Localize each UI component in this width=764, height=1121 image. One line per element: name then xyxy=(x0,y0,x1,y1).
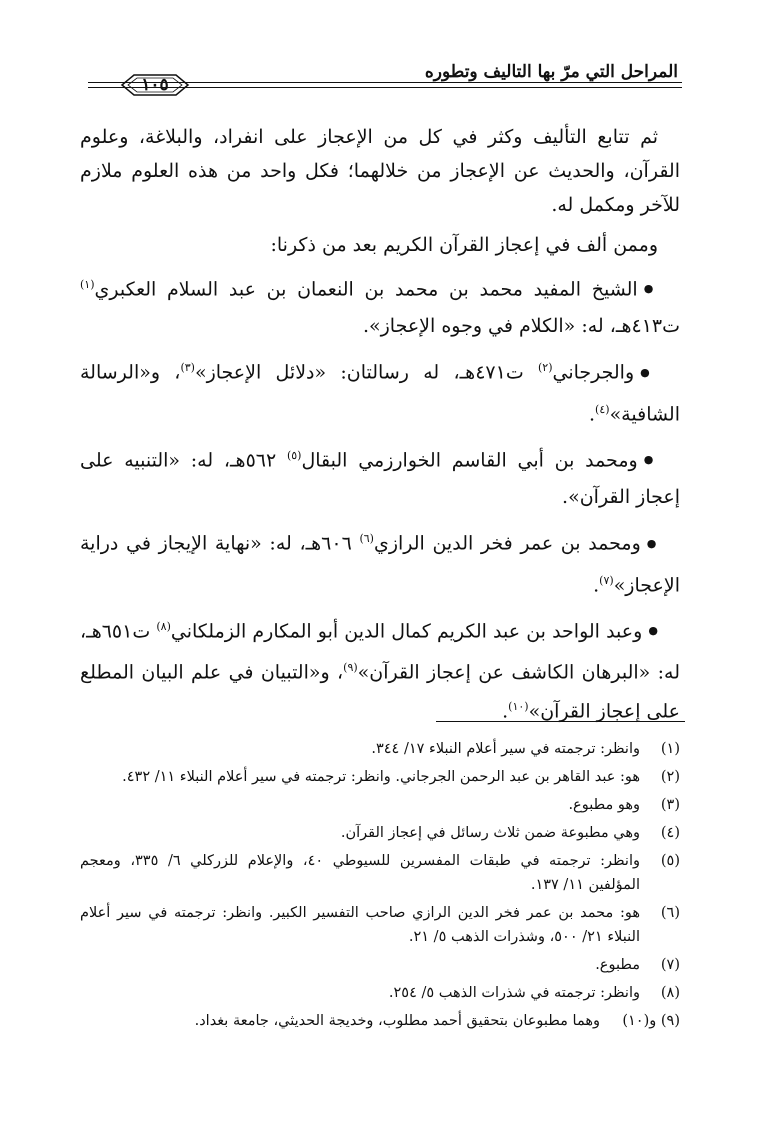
bullet-text: ٥٦٢هـ، له: «التنبيه على إعجاز القرآن». xyxy=(80,449,680,509)
paragraph-list-intro: وممن ألف في إعجاز القرآن الكريم بعد من ذكرنا: xyxy=(270,234,658,256)
footnote-text: وانظر: ترجمته في شذرات الذهب ٥/ ٢٥٤. xyxy=(388,985,640,1001)
footnote xyxy=(80,793,680,817)
footnote-ref: (١٠) xyxy=(508,699,529,713)
bullet-text: ٦٠٦هـ، له: «نهاية الإيجاز في دراية الإعجاز» xyxy=(80,532,680,596)
bullet-text: . xyxy=(593,573,600,596)
bullet-item xyxy=(80,610,680,728)
footnote-ref: (٨) xyxy=(156,619,171,633)
footnote xyxy=(80,953,680,977)
footnote-text: هو: محمد بن عمر فخر الدين الرازي صاحب التفسير الكبير. وانظر: ترجمته في سير أعلام النبلاء ٢١/ ٥٠٠، وشذرات الذهب ٥/ ٢١. xyxy=(80,905,640,945)
footnote-number: (٥) xyxy=(660,853,680,869)
bullet-text: ، و«التبيان في علم البيان المطلع على إعجاز القرآن» xyxy=(80,661,680,722)
footnote-ref: (٤) xyxy=(595,402,610,416)
footnote-number: (٩) و(١٠) xyxy=(622,1013,680,1029)
footnote-number: (٧) xyxy=(660,957,680,973)
footnote-text: وهو مطبوع. xyxy=(568,797,640,813)
footnote xyxy=(80,737,680,761)
bullet-text: . xyxy=(589,402,596,425)
main-text xyxy=(80,120,680,728)
paragraph-intro: ثم تتابع التأليف وكثر في كل من الإعجاز على انفراد، والبلاغة، وعلوم القرآن، والحديث عن الإعجاز من خلالهما؛ فكل واحد من هذه العلوم ملازم للآخر ومكمل له. xyxy=(80,126,680,216)
footnotes xyxy=(80,737,680,1037)
footnote-number: (٣) xyxy=(660,797,680,813)
bullet-text: ت٤٧١هـ، له رسالتان: «دلائل الإعجاز» xyxy=(194,361,538,384)
footnote-ref: (٢) xyxy=(537,361,553,375)
footnote-ref: (٧) xyxy=(599,573,614,587)
footnote-ref: (٥) xyxy=(286,448,302,462)
footnote-text: وهي مطبوعة ضمن ثلاث رسائل في إعجاز القرآن. xyxy=(340,825,640,841)
bullet-text: . xyxy=(502,699,509,722)
footnote xyxy=(80,1009,680,1033)
footnote-ref: (٣) xyxy=(180,361,195,375)
bullet-item xyxy=(80,351,680,431)
footnote xyxy=(80,821,680,845)
footnote-text: وانظر: ترجمته في طبقات المفسرين للسيوطي ٤٠، والإعلام للزركلي ٦/ ٣٣٥، ومعجم المؤلفين ١١/ ١٣٧. xyxy=(80,853,640,893)
footnote xyxy=(80,901,680,949)
footnote-number: (٨) xyxy=(660,985,680,1001)
bullet-text: ت٦٥١هـ، له: «البرهان الكاشف عن إعجاز القرآن» xyxy=(80,620,680,684)
bullet-text: الشيخ المفيد محمد بن محمد بن النعمان بن عبد السلام العكبري xyxy=(94,278,638,301)
bullet-item xyxy=(80,439,680,514)
bullet-text: ومحمد بن أبي القاسم الخوارزمي البقال xyxy=(301,449,638,472)
footnote xyxy=(80,981,680,1005)
footnote-separator xyxy=(436,721,685,722)
page-number-ornament xyxy=(120,72,190,98)
bullet-text: ومحمد بن عمر فخر الدين الرازي xyxy=(373,532,641,555)
bullet-text: وعبد الواحد بن عبد الكريم كمال الدين أبو المكارم الزملكاني xyxy=(170,620,643,643)
footnote-number: (٦) xyxy=(660,905,680,921)
footnote-text: مطبوع. xyxy=(595,957,640,973)
running-header-title: المراحل التي مرّ بها التاليف وتطوره xyxy=(424,62,678,82)
footnote xyxy=(80,849,680,897)
bullet-item xyxy=(80,522,680,602)
footnote-text: هو: عبد القاهر بن عبد الرحمن الجرجاني. وانظر: ترجمته في سير أعلام النبلاء ١١/ ٤٣٢. xyxy=(122,769,640,785)
footnote-number: (٤) xyxy=(660,825,680,841)
footnote-ref: (١) xyxy=(80,278,95,291)
bullet-text: والجرجاني xyxy=(552,361,635,384)
footnote-text: وانظر: ترجمته في سير أعلام النبلاء ١٧/ ٣٤٤. xyxy=(371,741,640,757)
footnote-number: (٢) xyxy=(660,769,680,785)
footnote xyxy=(80,765,680,789)
footnote-ref: (٦) xyxy=(359,532,374,546)
footnote-ref: (٩) xyxy=(343,661,358,675)
bullet-text: ، و«الرسالة الشافية» xyxy=(80,361,680,425)
bullet-item xyxy=(80,268,680,343)
footnote-text: وهما مطبوعان بتحقيق أحمد مطلوب، وخديجة الحديثي، جامعة بغداد. xyxy=(194,1013,600,1029)
footnote-number: (١) xyxy=(660,741,680,757)
page-number: ١٠٥ xyxy=(141,75,169,95)
bullet-text: ت٤١٣هـ، له: «الكلام في وجوه الإعجاز». xyxy=(362,315,680,338)
